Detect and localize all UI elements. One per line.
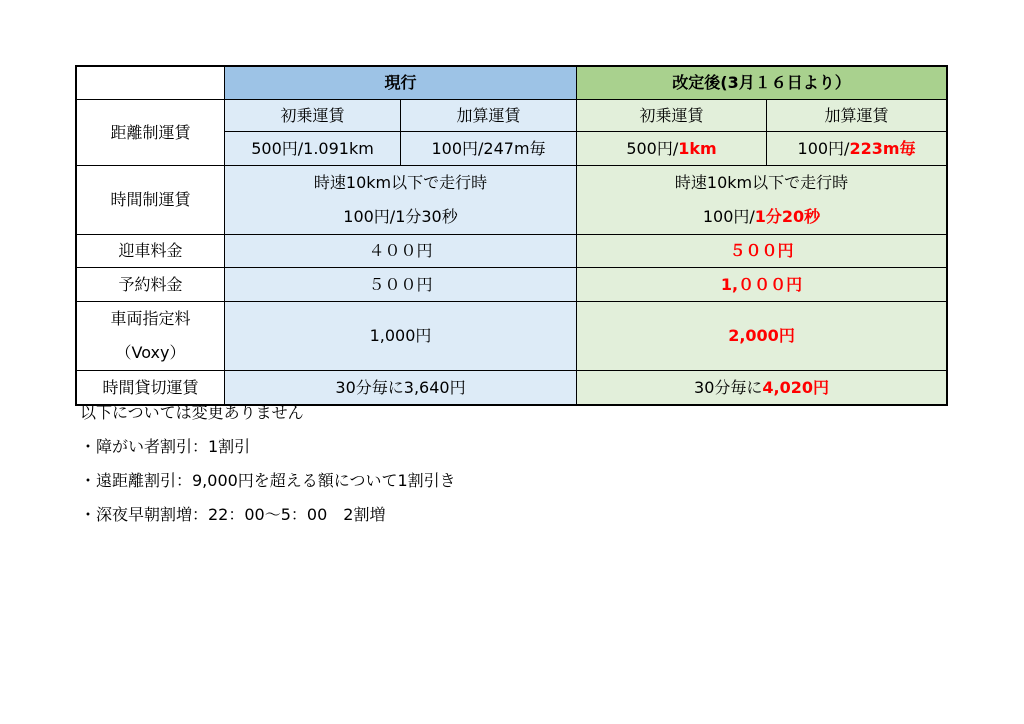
- charter-label: 時間貸切運賃: [77, 371, 225, 405]
- reservation-current: ５００円: [225, 268, 577, 302]
- reservation-row: [77, 268, 947, 302]
- time-row: [77, 166, 947, 235]
- note-night-surcharge: ・深夜早朝割増：22：00～5：00 2割増: [80, 505, 386, 524]
- revised-initial-fare: 500円/1km: [577, 132, 767, 166]
- time-revised: 時速10km以下で走行時 100円/1分20秒: [577, 166, 947, 235]
- revised-additional-fare: 100円/223m毎: [767, 132, 947, 166]
- reservation-revised: 1,０００円: [577, 268, 947, 302]
- current-initial-fare: 500円/1.091km: [225, 132, 401, 166]
- revised-additional-header: 加算運賃: [767, 100, 947, 132]
- time-current: 時速10km以下で走行時 100円/1分30秒: [225, 166, 577, 235]
- fare-table: [76, 66, 947, 405]
- note-disability-discount: ・障がい者割引：1割引: [80, 437, 251, 456]
- vehicle-row: [77, 302, 947, 371]
- vehicle-current: 1,000円: [225, 302, 577, 371]
- header-row: [77, 67, 947, 100]
- charter-revised: 30分毎に4,020円: [577, 371, 947, 405]
- header-current: 現行: [225, 67, 577, 100]
- pickup-revised: ５００円: [577, 235, 947, 268]
- header-revised: 改定後(3月１６日より）: [577, 67, 947, 100]
- note-long-distance-discount: ・遠距離割引：9,000円を超える額について1割引き: [80, 471, 456, 490]
- pickup-current: ４００円: [225, 235, 577, 268]
- reservation-label: 予約料金: [77, 268, 225, 302]
- revised-initial-header: 初乗運賃: [577, 100, 767, 132]
- vehicle-revised: 2,000円: [577, 302, 947, 371]
- note-intro: 以下については変更ありません: [80, 403, 304, 422]
- time-label: 時間制運賃: [77, 166, 225, 235]
- pickup-row: [77, 235, 947, 268]
- current-additional-fare: 100円/247m毎: [401, 132, 577, 166]
- vehicle-label: 車両指定料 （Voxy）: [77, 302, 225, 371]
- notes: [80, 402, 456, 538]
- charter-current: 30分毎に3,640円: [225, 371, 577, 405]
- pickup-label: 迎車料金: [77, 235, 225, 268]
- charter-row: [77, 371, 947, 405]
- current-initial-header: 初乗運賃: [225, 100, 401, 132]
- header-corner: [77, 67, 225, 100]
- distance-label: 距離制運賃: [77, 100, 225, 166]
- current-additional-header: 加算運賃: [401, 100, 577, 132]
- distance-sub-row: [77, 100, 947, 132]
